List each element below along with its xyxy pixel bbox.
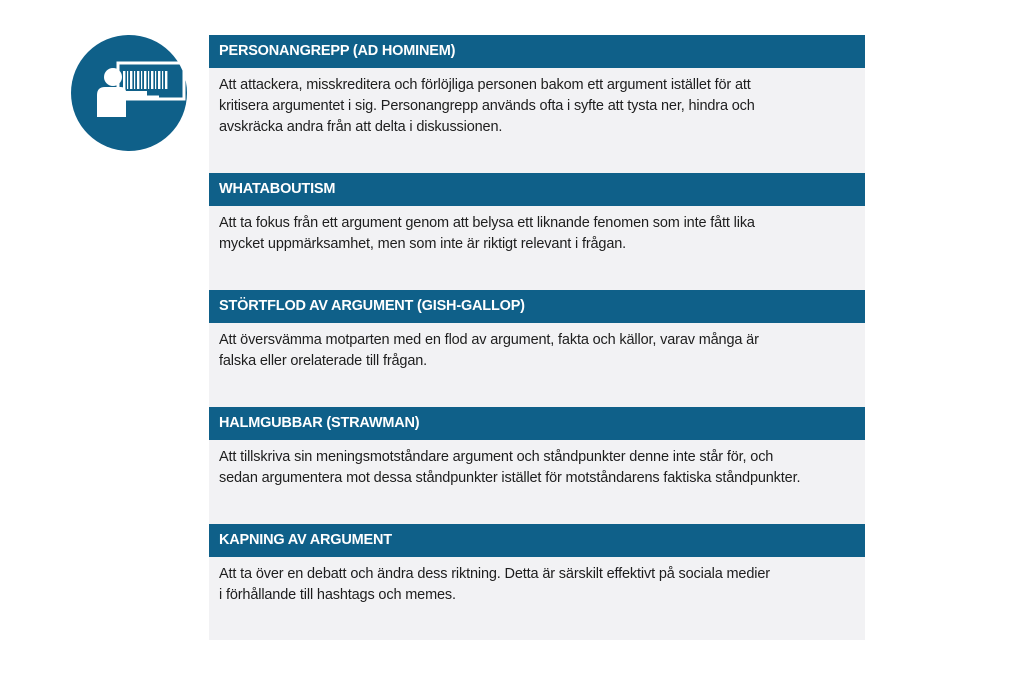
section-description: Att attackera, misskreditera och förlöjliga personen bakom ett argument istället för att kritisera argumentet i sig. Personangrepp används ofta i syfte att tysta ner, hindra och avskräcka andra från att delta i diskussionen. xyxy=(219,77,755,135)
section-stortflod xyxy=(209,290,865,372)
section-halmgubbar xyxy=(209,407,865,489)
section-title: PERSONANGREPP (AD HOMINEM) xyxy=(209,35,865,68)
section-description: Att ta över en debatt och ändra dess riktning. Detta är särskilt effektivt på sociala medier i förhållande till hashtags och memes. xyxy=(219,566,770,603)
info-panel xyxy=(209,35,865,640)
section-description: Att översvämma motparten med en flod av argument, fakta och källor, varav många är falska eller orelaterade till frågan. xyxy=(219,332,759,369)
section-description: Att ta fokus från ett argument genom att belysa ett liknande fenomen som inte fått lika mycket uppmärksamhet, men som inte är riktigt relevant i frågan. xyxy=(219,215,755,252)
section-title: HALMGUBBAR (STRAWMAN) xyxy=(209,407,865,440)
person-at-screen-icon-graphic xyxy=(71,35,187,151)
section-whataboutism xyxy=(209,173,865,255)
section-personangrepp xyxy=(209,35,865,138)
person-at-screen-icon xyxy=(71,35,187,151)
section-description: Att tillskriva sin meningsmotståndare argument och ståndpunkter denne inte står för, och sedan argumentera mot dessa ståndpunkter istället för motståndarens faktiska ståndpunkter. xyxy=(219,449,801,486)
section-title: WHATABOUTISM xyxy=(209,173,865,206)
section-title: KAPNING AV ARGUMENT xyxy=(209,524,865,557)
section-kapning xyxy=(209,524,865,606)
section-title: STÖRTFLOD AV ARGUMENT (GISH-GALLOP) xyxy=(209,290,865,323)
